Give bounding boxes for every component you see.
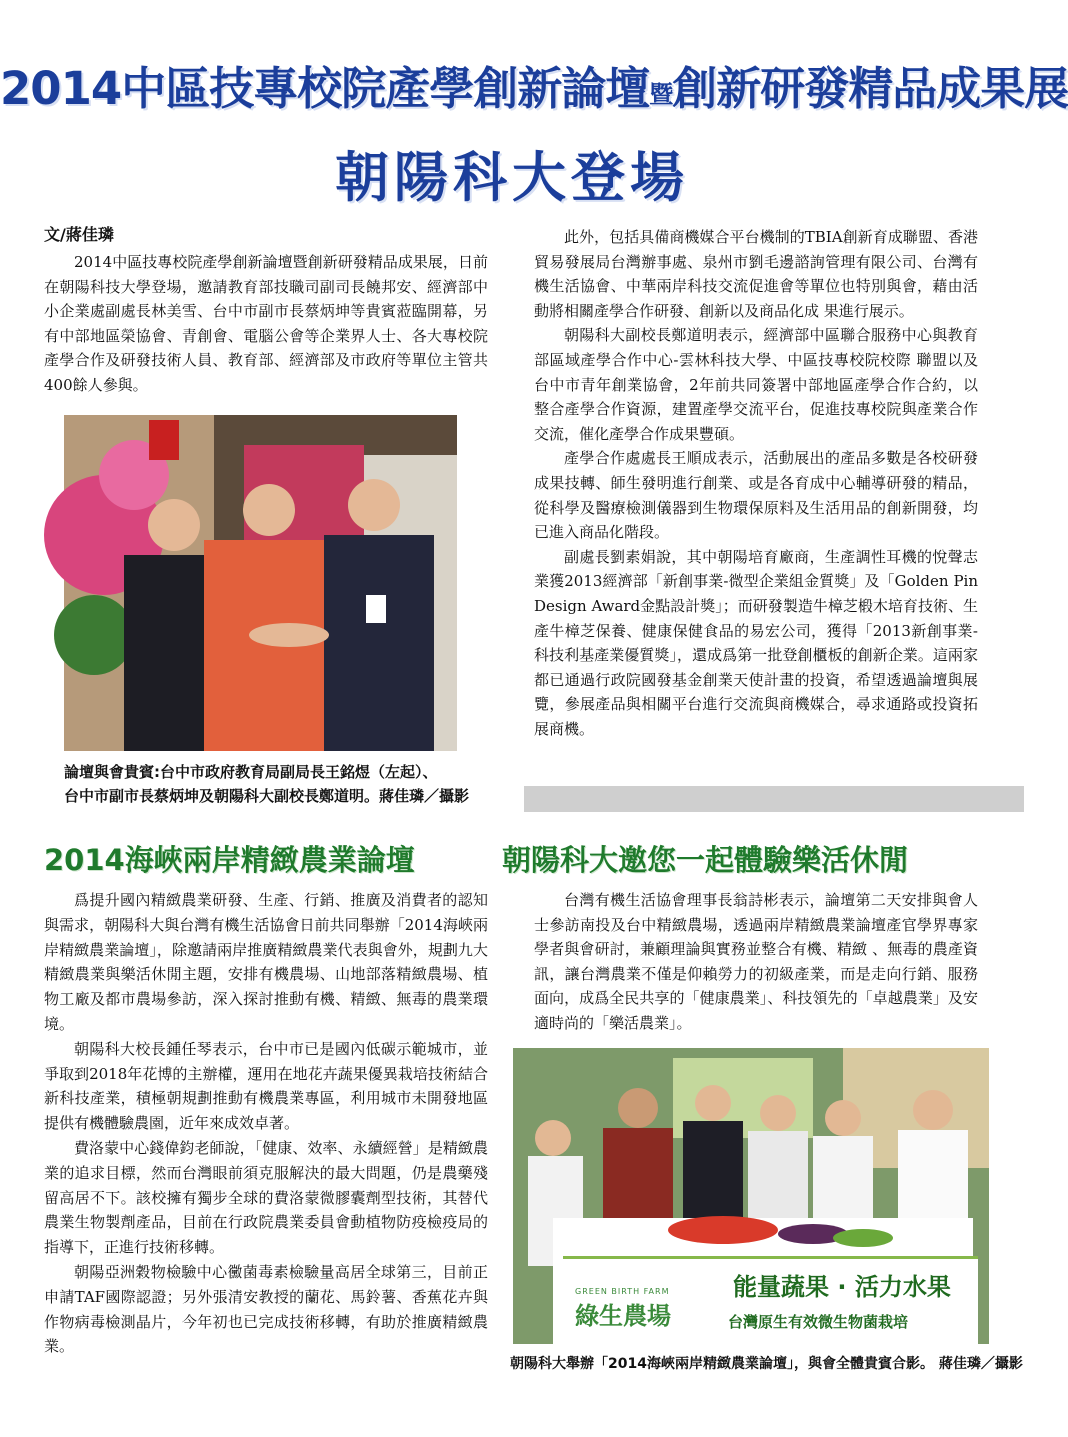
- section-divider-bar: [524, 786, 1024, 812]
- forum-paragraph-3: 費洛蒙中心錢偉鈞老師說，「健康、效率、永續經營」是精緻農業的追求目標，然而台灣眼前須克服解決的最大問題，仍是農藥殘留高居不下。該校擁有獨步全球的費洛蒙微膠囊劑型技術，其替代農業生物製劑產品，目前在行政院農業委員會動植物防疫檢疫局的指導下，正進行技術移轉。: [44, 1138, 488, 1257]
- farm-brand: 綠生農場: [575, 1302, 671, 1330]
- top-caption-line1: 論壇與會貴賓:台中市政府教育局副局長王銘煜（左起）、: [64, 763, 438, 781]
- banner-subtitle: 台灣原生有效微生物菌栽培: [728, 1313, 909, 1331]
- group-photo: [513, 1048, 989, 1344]
- headline-end: 創新研發精品成果展: [672, 62, 1068, 115]
- right-paragraph-3: 產學合作處處長王順成表示，活動展出的產品多數是各校研發成果技轉、師生發明進行創業、或是各育成中心輔導研發的精品，從科學及醫療檢測儀器到生物環保原料及生活用品的創新開發，均已進入商品化階段。: [534, 449, 978, 542]
- farm-logo-text: [575, 1287, 671, 1331]
- forum-paragraph-4: 朝陽亞洲穀物檢驗中心黴菌毒素檢驗量高居全球第三，目前正申請TAF國際認證；另外張清安教授的蘭花、馬鈴薯、香蕉花卉與作物病毒檢測晶片，今年初也已完成技術移轉，有助於推廣精緻農業。: [44, 1262, 488, 1356]
- group-photo-caption: 朝陽科大舉辦「2014海峽兩岸精緻農業論壇」，與會全體貴賓合影。 蔣佳璘／攝影: [510, 1356, 1023, 1372]
- top-caption-line2: 台中市副市長蔡炳坤及朝陽科大副校長鄭道明。蔣佳璘／攝影: [64, 787, 470, 805]
- section-heading-forum: 2014海峽兩岸精緻農業論壇: [44, 843, 415, 877]
- right-paragraph-2: 朝陽科大副校長鄭道明表示，經濟部中區聯合服務中心與教育部區域產學合作中心-雲林科技大學、中區技專校院校際 聯盟以及台中市青年創業協會，2年前共同簽署中部地區產學合作合約，以整合產學合作資源，建置產學交流平台，促進技專校院與產業合作交流，催化產學合作成果豐碩。: [534, 326, 978, 443]
- section-heading-leisure: 朝陽科大邀您一起體驗樂活休閒: [502, 843, 909, 877]
- bottom-right-column: [534, 888, 978, 1036]
- bottom-left-column: [44, 888, 488, 1359]
- top-left-column: [44, 250, 488, 398]
- farm-banner: [563, 1256, 978, 1347]
- banner-slogan: 能量蔬果 · 活力水果: [733, 1273, 951, 1301]
- forum-guests-illustration: [64, 415, 457, 751]
- farm-brand-en: GREEN BIRTH FARM: [575, 1287, 670, 1296]
- forum-paragraph-2: 朝陽科大校長鍾任琴表示，台中市已是國內低碳示範城市，並爭取到2018年花博的主辦權，運用在地花卉蔬果優異栽培技術結合新科技產業，積極朝規劃推動有機農業專區，利用城市未開發地區提供有機體驗農園，近年來成效卓著。: [44, 1039, 488, 1133]
- headline-line2: 朝陽科大登場: [335, 146, 689, 209]
- author-byline: 文/蔣佳璘: [44, 225, 114, 244]
- right-paragraph-1: 此外，包括具備商機媒合平台機制的TBIA創新育成聯盟、香港貿易發展局台灣辦事處、泉州市劉毛邊諮詢管理有限公司、台灣有機生活協會、中華兩岸科技交流促進會等單位也特別與會，藉由活動將相關產學合作研發、創新以及商品化成 果進行展示。: [534, 228, 978, 320]
- headline-conjunction: 暨: [649, 80, 673, 109]
- top-right-column: [534, 225, 978, 741]
- headline-main: 2014中區技專校院產學創新論壇: [0, 62, 650, 115]
- forum-paragraph-1: 爲提升國內精緻農業研發、生產、行銷、推廣及消費者的認知與需求，朝陽科大與台灣有機生活協會日前共同舉辦「2014海峽兩岸精緻農業論壇」，除邀請兩岸推廣精緻農業代表與會外，規劃九大精緻農業與樂活休閒主題，安排有機農場、山地部落精緻農場、植物工廠及都市農場參訪，深入探討推動有機、精緻、無毒的農業環境。: [44, 891, 488, 1033]
- intro-paragraph: 2014中區技專校院產學創新論壇暨創新研發精品成果展，日前在朝陽科技大學登場，邀請教育部技職司副司長饒邦安、經濟部中小企業處副處長林美雪、台中市副市長蔡炳坤等貴賓蒞臨開幕，另有中部地區榮協會、青創會、電腦公會等企業界人士、各大專校院產學合作及研發技術人員、教育部、經濟部及市政府等單位主管共400餘人參與。: [44, 253, 488, 394]
- leisure-paragraph: 台灣有機生活協會理事長翁詩彬表示，論壇第二天安排與會人士參訪南投及台中精緻農場，透過兩岸精緻農業論壇產官學界專家學者與會研討，兼顧理論與實務並整合有機、精緻 、無毒的農產資訊，讓台灣農業不僅是仰賴勞力的初級產業，而是走向行銷、服務面向，成爲全民共享的「健康農業」、科技領先的「卓越農業」及安適時尚的「樂活農業」。: [534, 891, 978, 1032]
- forum-guests-photo: [64, 415, 457, 751]
- headline-line1: [0, 52, 1068, 117]
- top-photo-caption: [64, 760, 494, 808]
- right-paragraph-4: 副處長劉素娟說，其中朝陽培育廠商，生產調性耳機的悅聲志業獲2013經濟部「新創事業-微型企業組金質獎」及「Golden Pin Design Award金點設計獎」；而研發製造牛樟芝椴木培育技術、生產牛樟芝保養、健康保健食品的易宏公司，獲得「2013新創事業-科技利基產業優質獎」，還成爲第一批登創櫃板的創新企業。這兩家都已通過行政院國發基金創業天使計畫的投資，希望透過論壇與展覽，參展產品與相關平台進行交流與商機媒合，尋求通路或投資拓展商機。: [534, 547, 978, 738]
